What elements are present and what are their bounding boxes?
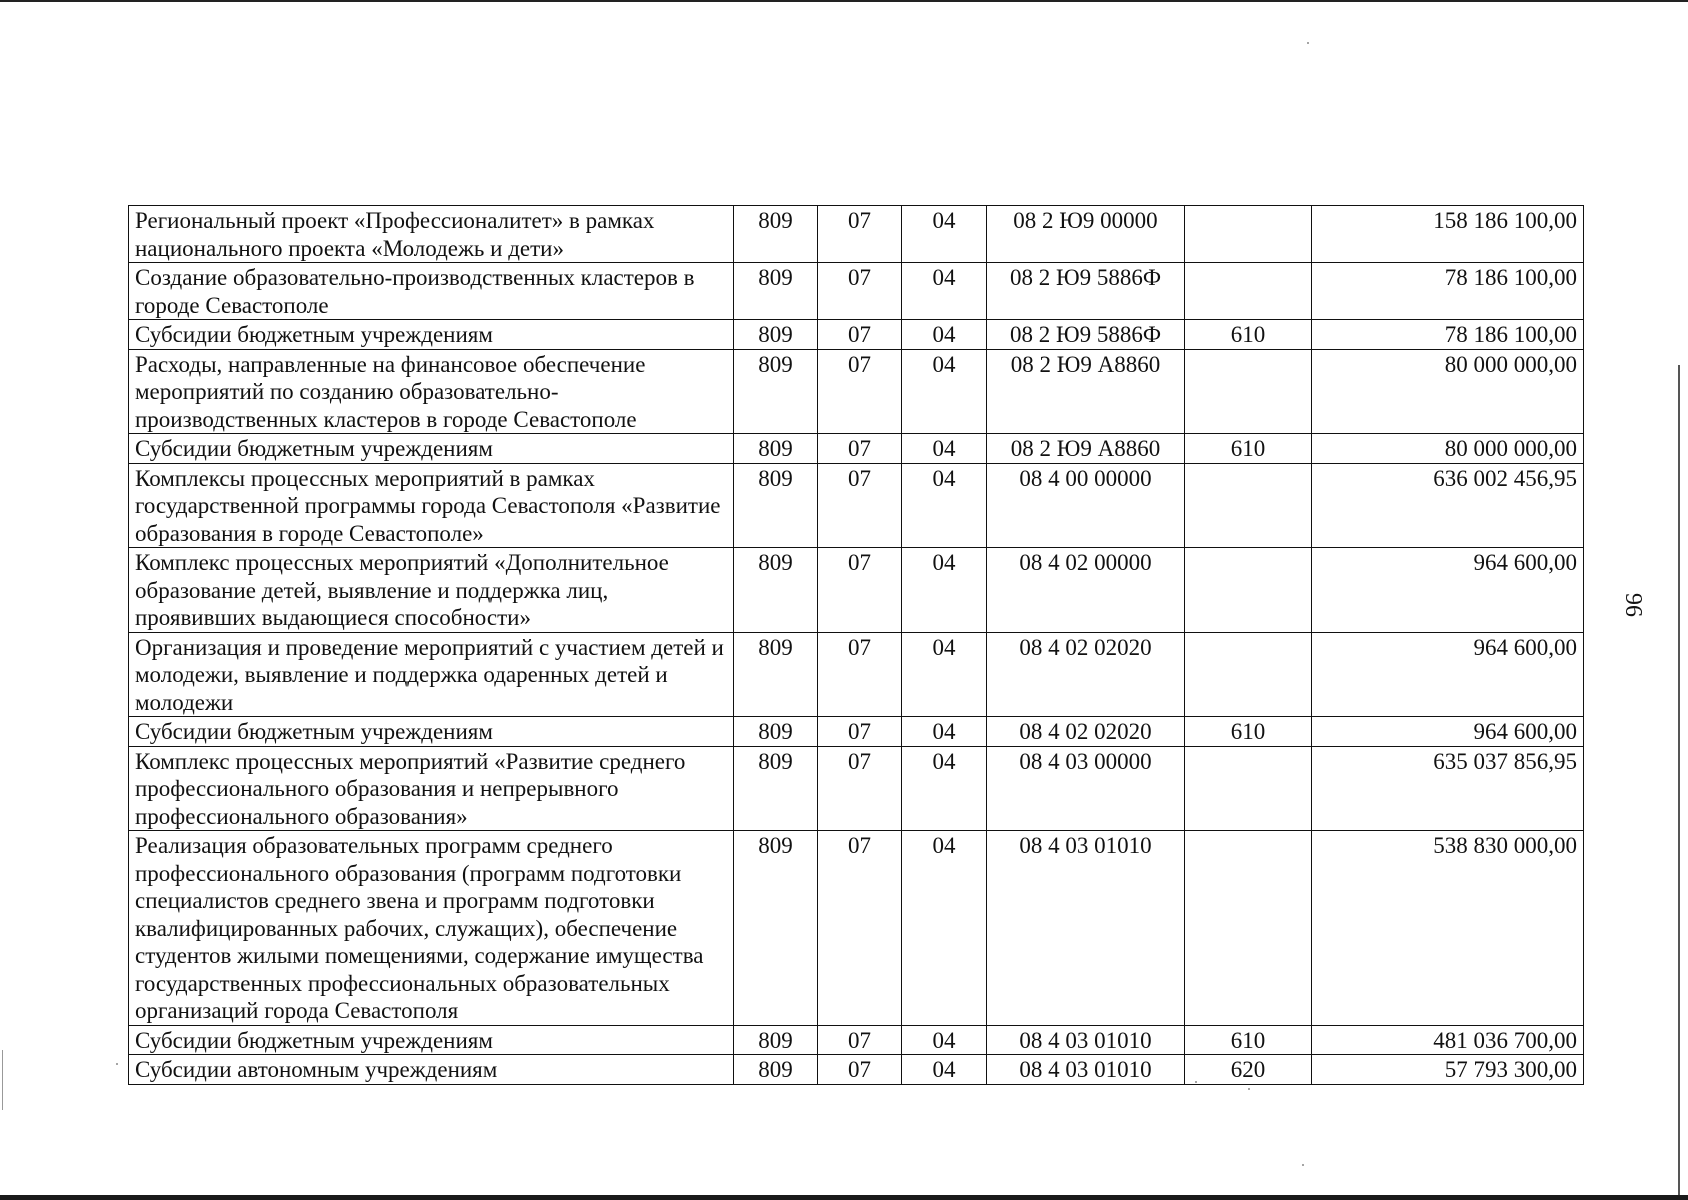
table-row [129, 434, 1584, 464]
target-article-code: 08 2 Ю9 5886Ф [987, 320, 1185, 350]
table-row [129, 717, 1584, 747]
scan-speck [1307, 42, 1309, 44]
expense-type-code: 610 [1185, 434, 1312, 464]
subsection-code: 04 [902, 1055, 987, 1085]
ministry-code: 809 [734, 1055, 818, 1085]
section-code: 07 [818, 263, 902, 320]
target-article-code: 08 4 02 02020 [987, 717, 1185, 747]
amount: 78 186 100,00 [1312, 263, 1584, 320]
section-code: 07 [818, 463, 902, 548]
amount: 78 186 100,00 [1312, 320, 1584, 350]
subsection-code: 04 [902, 746, 987, 831]
expense-type-code [1185, 349, 1312, 434]
row-name: Комплексы процессных мероприятий в рамках государственной программы города Севастополя «Развитие образования в городе Севастополе» [129, 463, 734, 548]
expense-type-code [1185, 831, 1312, 1026]
subsection-code: 04 [902, 263, 987, 320]
subsection-code: 04 [902, 206, 987, 263]
target-article-code: 08 2 Ю9 00000 [987, 206, 1185, 263]
table-row [129, 632, 1584, 717]
amount: 538 830 000,00 [1312, 831, 1584, 1026]
subsection-code: 04 [902, 1025, 987, 1055]
target-article-code: 08 2 Ю9 5886Ф [987, 263, 1185, 320]
expense-type-code: 610 [1185, 320, 1312, 350]
target-article-code: 08 4 03 01010 [987, 831, 1185, 1026]
row-name: Субсидии бюджетным учреждениям [129, 434, 734, 464]
scan-speck [1302, 1164, 1304, 1166]
row-name: Реализация образовательных программ среднего профессионального образования (программ подготовки специалистов среднего звена и программ подготовки квалифицированных рабочих, служащих), обеспечение студентов жилыми помещениями, содержание имущества государственных профессиональных образовательных организаций города Севастополя [129, 831, 734, 1026]
target-article-code: 08 4 03 00000 [987, 746, 1185, 831]
budget-table-body [129, 206, 1584, 1085]
table-row [129, 746, 1584, 831]
target-article-code: 08 2 Ю9 А8860 [987, 349, 1185, 434]
expense-type-code: 610 [1185, 1025, 1312, 1055]
ministry-code: 809 [734, 717, 818, 747]
table-row [129, 1025, 1584, 1055]
amount: 964 600,00 [1312, 632, 1584, 717]
row-name: Создание образовательно-производственных кластеров в городе Севастополе [129, 263, 734, 320]
target-article-code: 08 4 03 01010 [987, 1025, 1185, 1055]
section-code: 07 [818, 831, 902, 1026]
table-row [129, 548, 1584, 633]
scan-speck [1195, 1081, 1197, 1083]
subsection-code: 04 [902, 434, 987, 464]
target-article-code: 08 4 03 01010 [987, 1055, 1185, 1085]
section-code: 07 [818, 434, 902, 464]
subsection-code: 04 [902, 831, 987, 1026]
section-code: 07 [818, 349, 902, 434]
target-article-code: 08 4 02 02020 [987, 632, 1185, 717]
expense-type-code [1185, 548, 1312, 633]
row-name: Субсидии бюджетным учреждениям [129, 1025, 734, 1055]
scan-edge-top [0, 0, 1688, 2]
row-name: Субсидии бюджетным учреждениям [129, 717, 734, 747]
table-row [129, 463, 1584, 548]
ministry-code: 809 [734, 548, 818, 633]
target-article-code: 08 4 02 00000 [987, 548, 1185, 633]
subsection-code: 04 [902, 320, 987, 350]
ministry-code: 809 [734, 349, 818, 434]
scan-speck [1248, 1088, 1250, 1090]
subsection-code: 04 [902, 463, 987, 548]
section-code: 07 [818, 1025, 902, 1055]
row-name: Организация и проведение мероприятий с участием детей и молодежи, выявление и поддержка одаренных детей и молодежи [129, 632, 734, 717]
expense-type-code [1185, 632, 1312, 717]
ministry-code: 809 [734, 632, 818, 717]
expense-type-code [1185, 206, 1312, 263]
amount: 481 036 700,00 [1312, 1025, 1584, 1055]
ministry-code: 809 [734, 320, 818, 350]
scan-edge-right [1678, 365, 1680, 1200]
table-row [129, 206, 1584, 263]
row-name: Комплекс процессных мероприятий «Дополнительное образование детей, выявление и поддержка лиц, проявивших выдающиеся способности» [129, 548, 734, 633]
ministry-code: 809 [734, 831, 818, 1026]
expense-type-code [1185, 463, 1312, 548]
row-name: Субсидии бюджетным учреждениям [129, 320, 734, 350]
ministry-code: 809 [734, 746, 818, 831]
section-code: 07 [818, 320, 902, 350]
section-code: 07 [818, 206, 902, 263]
amount: 636 002 456,95 [1312, 463, 1584, 548]
amount: 80 000 000,00 [1312, 349, 1584, 434]
subsection-code: 04 [902, 349, 987, 434]
amount: 158 186 100,00 [1312, 206, 1584, 263]
row-name: Региональный проект «Профессионалитет» в рамках национального проекта «Молодежь и дети» [129, 206, 734, 263]
scan-edge-left [2, 1050, 3, 1110]
row-name: Комплекс процессных мероприятий «Развитие среднего профессионального образования и непрерывного профессионального образования» [129, 746, 734, 831]
scan-edge-bottom [0, 1195, 1688, 1200]
table-row [129, 349, 1584, 434]
section-code: 07 [818, 746, 902, 831]
ministry-code: 809 [734, 463, 818, 548]
target-article-code: 08 4 00 00000 [987, 463, 1185, 548]
table-row [129, 263, 1584, 320]
amount: 57 793 300,00 [1312, 1055, 1584, 1085]
amount: 964 600,00 [1312, 717, 1584, 747]
table-row [129, 320, 1584, 350]
table-row [129, 1055, 1584, 1085]
expense-type-code [1185, 263, 1312, 320]
row-name: Субсидии автономным учреждениям [129, 1055, 734, 1085]
row-name: Расходы, направленные на финансовое обеспечение мероприятий по созданию образовательно-производственных кластеров в городе Севастополе [129, 349, 734, 434]
expense-type-code: 620 [1185, 1055, 1312, 1085]
section-code: 07 [818, 1055, 902, 1085]
subsection-code: 04 [902, 632, 987, 717]
table-row [129, 831, 1584, 1026]
ministry-code: 809 [734, 434, 818, 464]
subsection-code: 04 [902, 548, 987, 633]
ministry-code: 809 [734, 263, 818, 320]
ministry-code: 809 [734, 1025, 818, 1055]
section-code: 07 [818, 548, 902, 633]
section-code: 07 [818, 717, 902, 747]
amount: 635 037 856,95 [1312, 746, 1584, 831]
budget-table [128, 205, 1584, 1085]
amount: 964 600,00 [1312, 548, 1584, 633]
ministry-code: 809 [734, 206, 818, 263]
expense-type-code: 610 [1185, 717, 1312, 747]
target-article-code: 08 2 Ю9 А8860 [987, 434, 1185, 464]
amount: 80 000 000,00 [1312, 434, 1584, 464]
page-number: 96 [1620, 593, 1646, 617]
subsection-code: 04 [902, 717, 987, 747]
section-code: 07 [818, 632, 902, 717]
expense-type-code [1185, 746, 1312, 831]
scan-speck [116, 1063, 118, 1065]
